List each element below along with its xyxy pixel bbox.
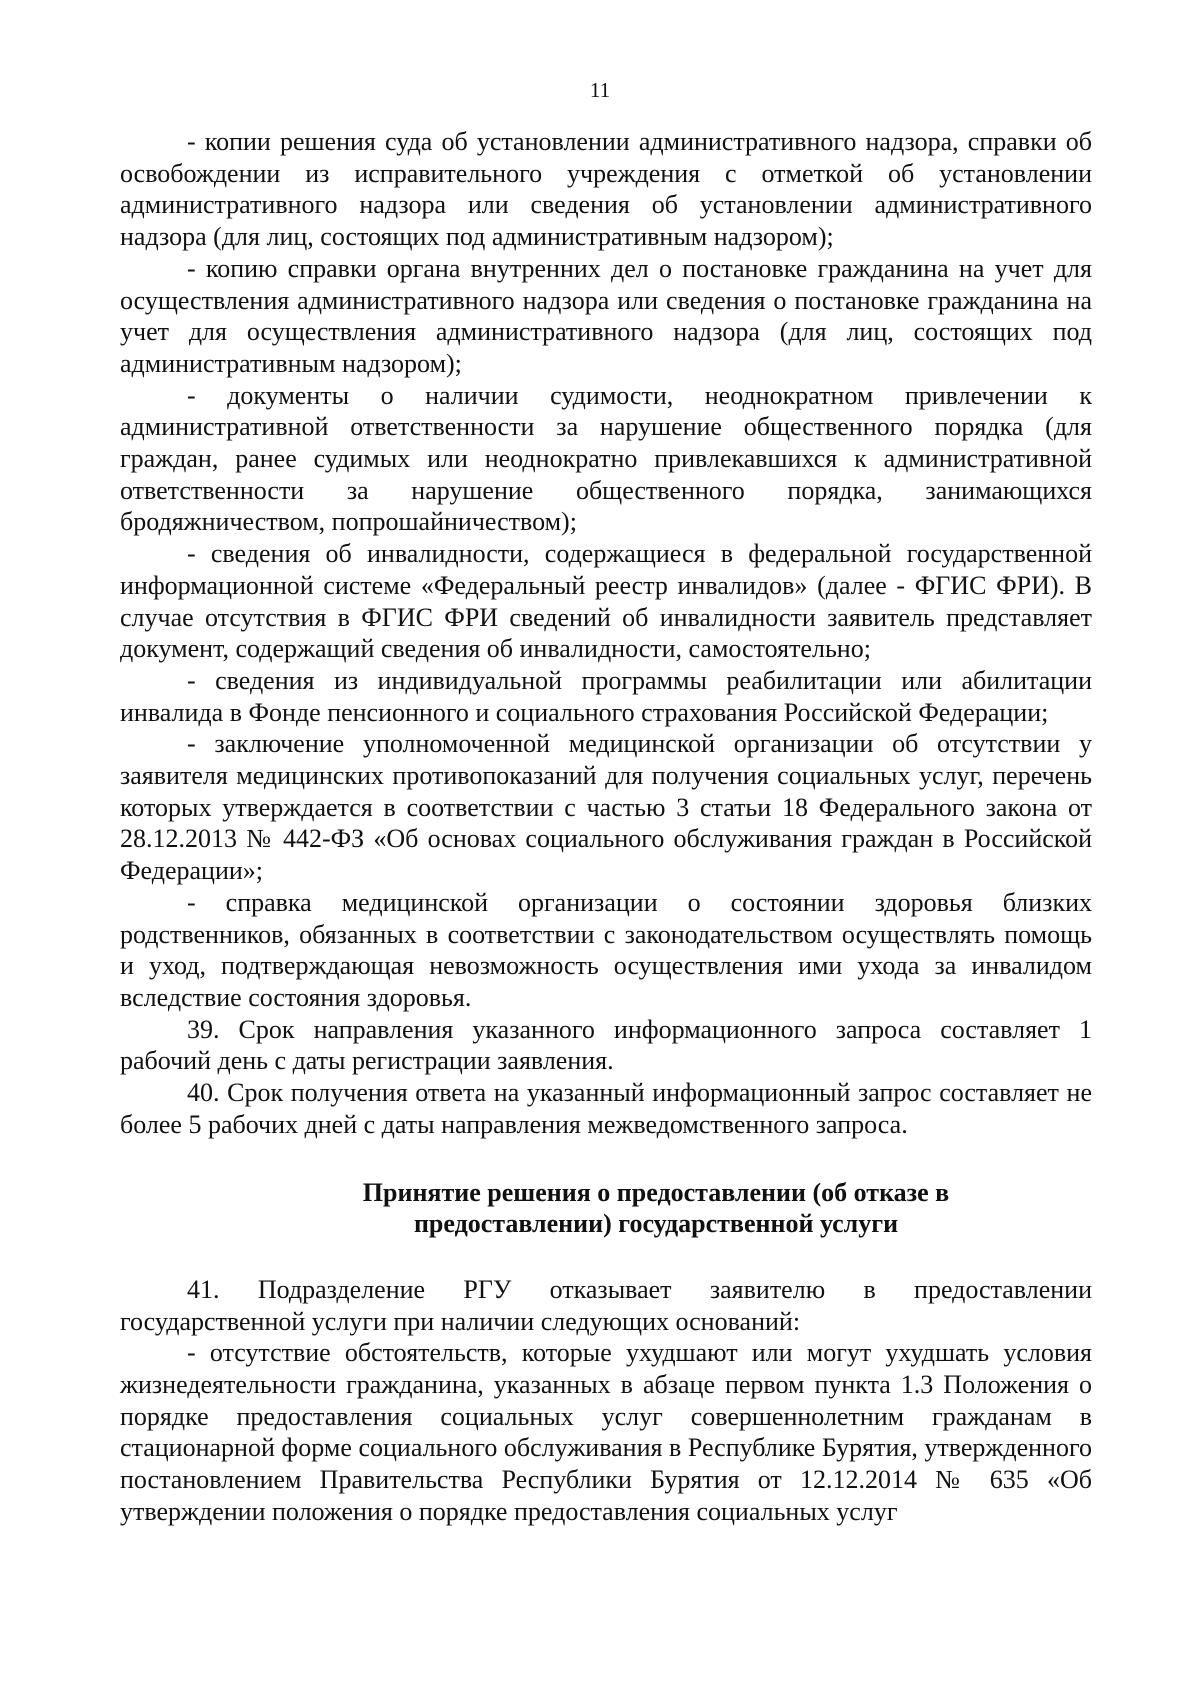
paragraph-disability-info: - сведения об инвалидности, содержащиеся в федеральной государственной информационной системе «Федеральный реестр инвалидов» (далее - ФГИС ФРИ). В случае отсутствия в ФГИС ФРИ сведений об инвалидности заявитель представляет документ, содержащий сведения об инвалидности, самостоятельно; (120, 539, 1092, 664)
section-heading-line1: Принятие решения о предоставлении (об отказе в (362, 1177, 950, 1207)
paragraph-police-certificate: - копию справки органа внутренних дел о постановке гражданина на учет для осуществления административного надзора или сведения о постановке гражданина на учет для осуществления административного надзора (для лиц, состоящих под административным надзором); (120, 253, 1092, 378)
paragraph-40: 40. Срок получения ответа на указанный информационный запрос составляет не более 5 рабочих дней с даты направления межведомственного запроса. (120, 1078, 1092, 1139)
paragraph-39: 39. Срок направления указанного информационного запроса составляет 1 рабочий день с даты регистрации заявления. (120, 1014, 1092, 1076)
paragraph-medical-conclusion: - заключение уполномоченной медицинской организации об отсутствии у заявителя медицинских противопоказаний для получения социальных услуг, перечень которых утверждается в соответствии с частью 3 статьи 18 Федерального закона от 28.12.2013 № 442-ФЗ «Об основах социального обслуживания граждан в Российской Федерации»; (120, 729, 1092, 886)
paragraph-criminal-record: - документы о наличии судимости, неоднократном привлечении к административной ответственности за нарушение общественного порядка (для граждан, ранее судимых или неоднократно привлекавшихся к административной ответственности за нарушение общественного порядка, занимающихся бродяжничеством, попрошайничеством); (120, 380, 1092, 537)
section-heading (120, 1177, 1092, 1240)
section-heading-line2: предоставлении) государственной услуги (413, 1209, 899, 1239)
paragraph-41: 41. Подразделение РГУ отказывает заявителю в предоставлении государственной услуги при наличии следующих оснований: (120, 1274, 1092, 1336)
page-number: 11 (589, 78, 611, 102)
paragraph-admin-supervision-copies: - копии решения суда об установлении административного надзора, справки об освобождении из исправительного учреждения с отметкой об установлении административного надзора или сведения об установлении административного надзора (для лиц, состоящих под административным надзором); (120, 127, 1092, 252)
paragraph-relatives-health: - справка медицинской организации о состоянии здоровья близких родственников, обязанных в соответствии с законодательством осуществлять помощь и уход, подтверждающая невозможность осуществления ими ухода за инвалидом вследствие состояния здоровья. (120, 887, 1092, 1012)
document-body (120, 126, 1092, 1528)
paragraph-rehabilitation-program: - сведения из индивидуальной программы реабилитации или абилитации инвалида в Фонде пенсионного и социального страхования Российской Федерации; (120, 665, 1092, 727)
paragraph-refusal-ground: - отсутствие обстоятельств, которые ухудшают или могут ухудшать условия жизнедеятельности гражданина, указанных в абзаце первом пункта 1.3 Положения о порядке предоставления социальных услуг совершеннолетним гражданам в стационарной форме социального обслуживания в Республике Бурятия, утвержденного постановлением Правительства Республики Бурятия от 12.12.2014 № 635 «Об утверждении положения о порядке предоставления социальных услуг (120, 1338, 1092, 1526)
